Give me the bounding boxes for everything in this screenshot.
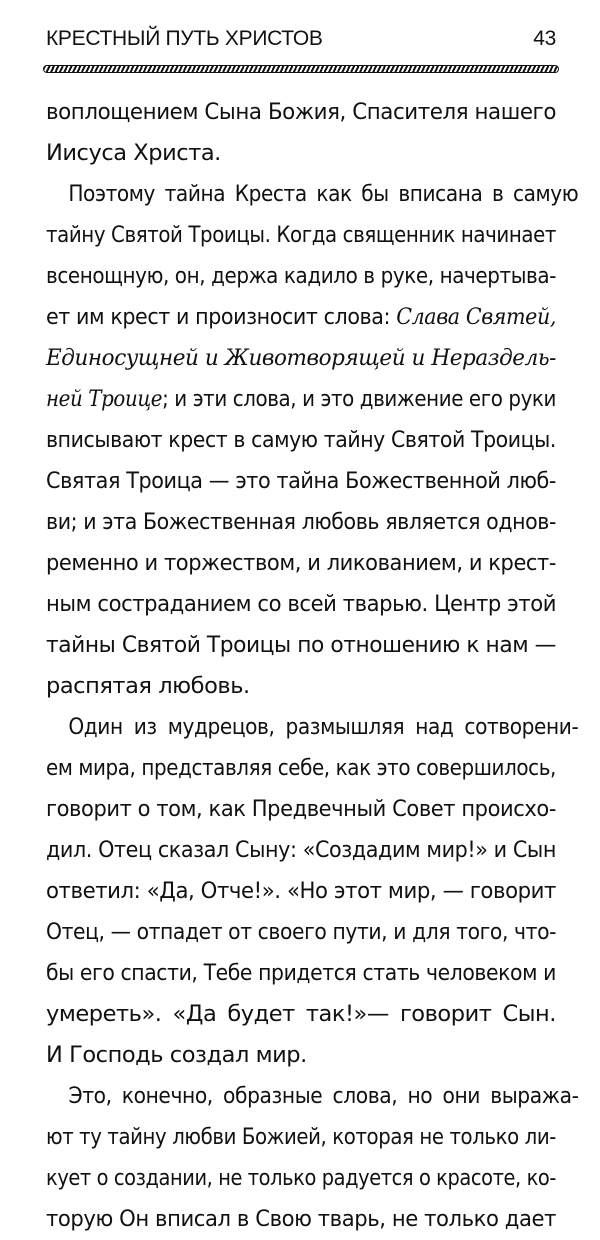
italic-quote: Единосущней и Животворящей и Нераздель-: [46, 345, 556, 371]
text-line: [46, 133, 556, 174]
text-line: [46, 666, 556, 707]
text-span: Отец, — отпадет от своего пути, и для того, что-: [46, 919, 557, 945]
text-line: [46, 871, 556, 912]
text-span: ви; и эта Божественная любовь является однов-: [46, 509, 556, 535]
text-line: [46, 1158, 556, 1199]
text-line: [46, 1117, 556, 1158]
text-span: дил. Отец сказал Сыну: «Создадим мир!» и Сын: [46, 837, 556, 863]
running-head-title: КРЕСТНЫЙ ПУТЬ ХРИСТОВ: [46, 27, 323, 50]
text-span: воплощением Сына Божия, Спасителя нашего: [46, 99, 557, 125]
text-span: торую Он вписал в Свою тварь, не только дает: [46, 1206, 556, 1232]
text-line: [46, 994, 556, 1035]
text-line: [46, 338, 556, 379]
text-line: [46, 953, 556, 994]
text-line: [46, 748, 556, 789]
text-span: ответил: «Да, Отче!». «Но этот мир, — говорит: [46, 878, 556, 904]
text-line: [46, 789, 556, 830]
body-text: [46, 92, 579, 1240]
text-line: [46, 174, 578, 215]
text-span: тайну Святой Троицы. Когда священник начинает: [46, 222, 556, 248]
text-line: [46, 1076, 578, 1117]
text-span: бы его спасти, Тебе придется стать человеком и: [46, 960, 557, 986]
text-line: [46, 707, 578, 748]
text-span: И Господь создал мир.: [46, 1042, 307, 1068]
text-line: [46, 1199, 556, 1240]
text-span: ременно и торжеством, и ликованием, и крест-: [46, 550, 556, 576]
text-line: [46, 912, 556, 953]
text-span: ; и эти слова, и это движение его руки: [162, 386, 556, 412]
text-span: всенощную, он, держа кадило в руке, начертыва-: [46, 263, 557, 289]
text-span: ют ту тайну любви Божией, которая не только ли-: [46, 1124, 557, 1150]
text-span: распятая любовь.: [46, 673, 250, 699]
text-span: ем мира, представляя себе, как это совершилось,: [46, 755, 556, 781]
text-span: ным состраданием со всей тварью. Центр этой: [46, 591, 556, 617]
text-span: Иисуса Христа.: [46, 140, 221, 166]
text-line: [46, 420, 556, 461]
text-span: вписывают крест в самую тайну Святой Троицы.: [46, 427, 556, 453]
text-span: Один из мудрецов, размышляя над сотворени-: [68, 714, 579, 740]
text-span: Святая Троица — это тайна Божественной люб-: [46, 468, 556, 494]
text-line: [46, 297, 556, 338]
italic-quote: ней Троице: [46, 386, 163, 412]
text-span: тайны Святой Троицы по отношению к нам —: [46, 632, 556, 658]
text-span: умереть». «Да будет так!»— говорит Сын.: [46, 1001, 556, 1027]
text-line: [46, 215, 556, 256]
text-span: Это, конечно, образные слова, но они выража-: [68, 1083, 579, 1109]
text-line: [46, 502, 556, 543]
text-line: [46, 379, 556, 420]
text-line: [46, 1035, 556, 1076]
text-line: [46, 543, 556, 584]
text-span: Поэтому тайна Креста как бы вписана в самую: [68, 181, 579, 207]
running-head: [46, 27, 556, 57]
text-line: [46, 256, 556, 297]
text-line: [46, 625, 556, 666]
text-line: [46, 584, 556, 625]
text-line: [46, 92, 556, 133]
text-span: ет им крест и произносит слова:: [46, 304, 397, 330]
italic-quote: Слава Святей,: [396, 304, 557, 330]
page-number: 43: [533, 27, 556, 50]
text-line: [46, 461, 556, 502]
text-span: говорит о том, как Предвечный Совет происхо-: [46, 796, 557, 822]
text-span: кует о создании, не только радуется о красоте, ко-: [46, 1165, 556, 1191]
text-line: [46, 830, 556, 871]
decorative-rope-rule: [44, 66, 558, 72]
